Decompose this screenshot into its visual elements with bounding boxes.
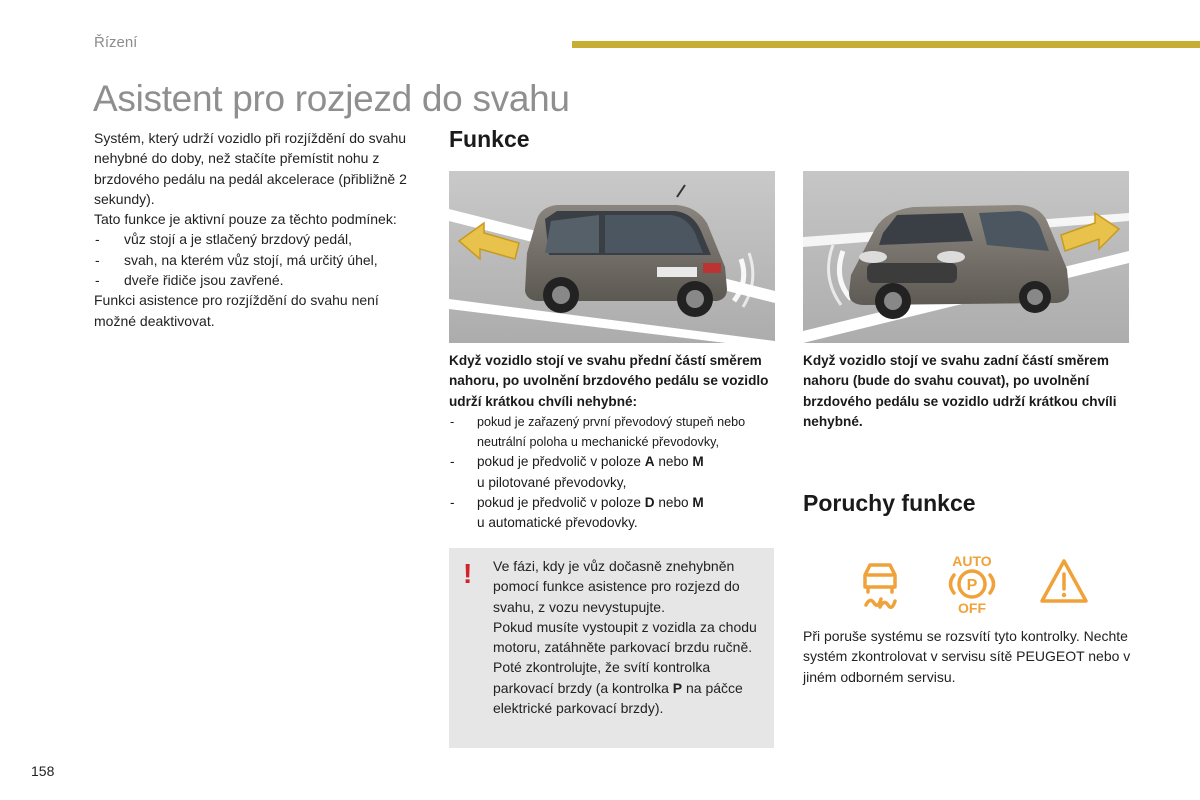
rear-uphill-caption: Když vozidlo stojí ve svahu zadní částí směrem nahoru (bude do svahu couvat), po uvolnění brzdového pedálu se vozidlo udrží krátkou chvíli nehybné. (803, 353, 1117, 429)
warning-text-segment: na páčce elektrické parkovací brzdy). (493, 679, 743, 717)
front-uphill-conditions (449, 412, 784, 534)
section-label: Řízení (94, 34, 138, 51)
list-item: - pokud je zařazený první převodový stupeň nebo neutrální poloha u mechanické převodovky, (449, 412, 784, 453)
off-label: OFF (958, 600, 986, 616)
intro-conditions-lead: Tato funkce je aktivní pouze za těchto podmínek: (94, 211, 397, 228)
auto-label: AUTO (952, 553, 992, 569)
front-uphill-description (449, 351, 784, 534)
list-item: - svah, na kterém vůz stojí, má určitý úhel, (94, 250, 424, 270)
fault-description: Při poruše systému se rozsvítí tyto kontrolky. Nechte systém zkontrolovat v servisu sítě PEUGEOT nebo v jiném odborném servisu. (803, 628, 1131, 685)
list-item (449, 493, 784, 534)
front-uphill-caption: Když vozidlo stojí ve svahu přední částí směrem nahoru, po uvolnění brzdového pedálu se vozidlo udrží krátkou chvíli nehybné: (449, 353, 769, 409)
warning-text-segment: Pokud musíte vystoupit z vozidla za chodu motoru, zatáhněte parkovací brzdu ručně. Poté zkontrolujte, že svítí kontrolka parkovací brzdy (a kontrolka (493, 618, 757, 696)
p-label: P (966, 577, 978, 594)
intro-section (94, 128, 424, 331)
indicator-lamps (858, 553, 1098, 617)
warning-paragraph (493, 617, 768, 718)
indicator-icons-row (858, 553, 1098, 617)
warning-triangle-icon (1042, 561, 1086, 601)
car-front-uphill-illustration (449, 171, 775, 343)
exclamation-icon: ! (463, 558, 473, 589)
auto-parking-brake-off-icon (951, 553, 994, 616)
page-title: Asistent pro rozjezd do svahu (93, 78, 570, 119)
list-item: - dveře řidiče jsou zavřené. (94, 270, 424, 290)
stability-control-icon (865, 565, 895, 607)
list-item-text: pokud je předvolič v poloze (477, 495, 645, 511)
car-front-view-illustration (803, 171, 1129, 343)
list-item-text: nebo (654, 454, 693, 470)
warning-note-text (493, 556, 768, 718)
warning-paragraph: Ve fázi, kdy je vůz dočasně znehybněn pomocí funkce asistence pro rozjezd do svahu, z vozu nevystupujte. (493, 558, 740, 615)
list-item-text: u automatické převodovky. (477, 515, 638, 531)
list-item-text: u pilotované převodovky, (477, 474, 627, 490)
parking-brake-letter: P (672, 679, 683, 696)
list-item-text: nebo (654, 495, 693, 511)
list-item: - vůz stojí a je stlačený brzdový pedál, (94, 229, 424, 249)
poruchy-heading: Poruchy funkce (803, 490, 976, 516)
gear-letter: M (692, 495, 704, 511)
list-item-text: pokud je předvolič v poloze (477, 454, 645, 470)
header-accent-bar (572, 41, 1200, 48)
funkce-heading: Funkce (449, 126, 530, 152)
gear-letter: D (644, 495, 655, 511)
page-number: 158 (31, 763, 55, 779)
intro-paragraph: Systém, který udrží vozidlo při rozjíždění do svahu nehybné do doby, než stačíte přemístit nohu z brzdového pedálu na pedál akcelerace (přibližně 2 sekundy). (94, 130, 407, 207)
list-item (449, 452, 784, 493)
car-rear-view-illustration (449, 171, 775, 343)
car-rear-uphill-illustration (803, 171, 1129, 343)
gear-letter: M (692, 454, 704, 470)
gear-letter: A (644, 454, 655, 470)
intro-conditions-list (94, 229, 424, 290)
intro-note: Funkci asistence pro rozjíždění do svahu není možné deaktivovat. (94, 292, 379, 329)
